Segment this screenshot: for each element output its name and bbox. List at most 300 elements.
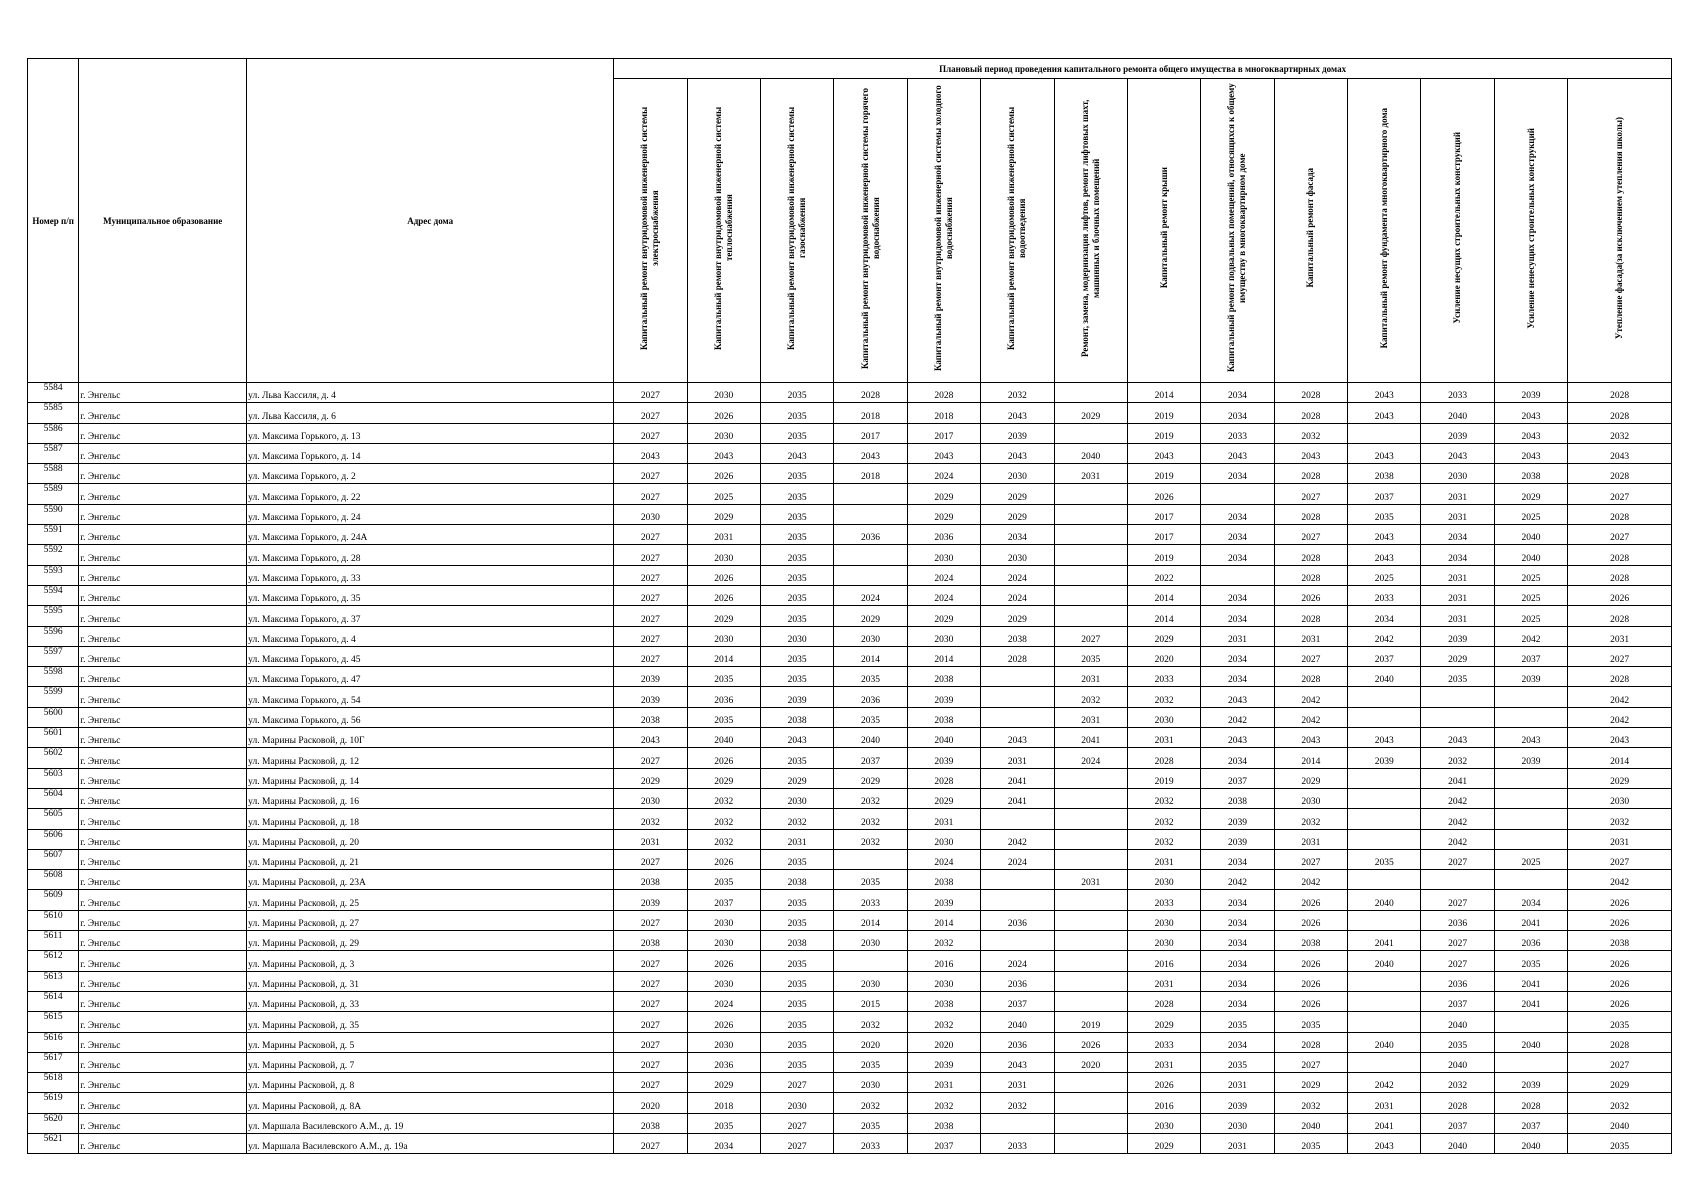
row-year-cell [1054,829,1127,849]
row-year-cell: 2039 [1494,1073,1567,1093]
row-year-cell: 2030 [1127,870,1200,890]
row-year-cell: 2026 [1274,951,1347,971]
row-year-cell [981,1113,1054,1133]
row-municipality: г. Энгельс [79,687,247,707]
row-year-cell: 2014 [907,910,980,930]
row-address: ул. Максима Горького, д. 56 [247,707,614,727]
row-year-cell: 2035 [1054,646,1127,666]
row-year-cell: 2030 [907,545,980,565]
row-year-cell: 2025 [1494,504,1567,524]
row-year-cell: 2031 [1127,728,1200,748]
row-year-cell: 2035 [834,707,907,727]
row-year-cell: 2038 [1201,788,1274,808]
row-year-cell: 2014 [1127,585,1200,605]
row-year-cell [1054,788,1127,808]
row-year-cell: 2029 [614,768,687,788]
row-year-cell: 2027 [614,1052,687,1072]
row-year-cell: 2035 [687,1113,760,1133]
row-municipality: г. Энгельс [79,565,247,585]
row-year-cell: 2032 [981,383,1054,403]
row-year-cell: 2037 [1494,646,1567,666]
row-year-cell: 2030 [907,626,980,646]
table-row [28,707,1672,727]
row-year-cell: 2036 [834,525,907,545]
row-year-cell: 2026 [1568,971,1672,991]
row-address: ул. Марины Расковой, д. 18 [247,809,614,829]
row-number: 5618 [28,1073,79,1093]
row-year-cell: 2036 [834,687,907,707]
row-year-cell: 2035 [687,667,760,687]
row-number: 5592 [28,545,79,565]
row-year-cell [1054,504,1127,524]
row-year-cell: 2027 [614,1133,687,1153]
row-year-cell: 2025 [1348,565,1421,585]
row-municipality: г. Энгельс [79,1052,247,1072]
table-row [28,728,1672,748]
header-work-label: Утепление фасада(за исключением утепления школы) [1614,116,1625,340]
row-number: 5589 [28,484,79,504]
row-year-cell: 2034 [687,1133,760,1153]
row-number: 5593 [28,565,79,585]
row-year-cell: 2014 [1274,748,1347,768]
row-year-cell: 2032 [1274,809,1347,829]
row-year-cell: 2019 [1127,545,1200,565]
row-year-cell: 2018 [687,1093,760,1113]
row-year-cell: 2025 [1494,849,1567,869]
row-year-cell: 2034 [1201,606,1274,626]
header-work-label: Усиление несущих строительных конструкций [1452,132,1463,324]
row-year-cell: 2029 [1274,768,1347,788]
row-year-cell: 2017 [907,423,980,443]
row-year-cell: 2032 [1274,423,1347,443]
row-address: ул. Максима Горького, д. 24А [247,525,614,545]
row-year-cell: 2035 [1274,1133,1347,1153]
row-year-cell: 2032 [834,809,907,829]
row-year-cell: 2031 [1568,626,1672,646]
header-address: Адрес дома [247,59,614,383]
row-year-cell: 2042 [1568,707,1672,727]
row-year-cell: 2024 [907,464,980,484]
row-year-cell: 2027 [614,626,687,646]
row-year-cell: 2041 [1494,971,1567,991]
row-address: ул. Марины Расковой, д. 33 [247,991,614,1011]
row-year-cell: 2026 [1568,910,1672,930]
row-year-cell: 2039 [1348,748,1421,768]
row-year-cell: 2026 [1568,585,1672,605]
row-year-cell: 2027 [1274,525,1347,545]
row-year-cell: 2029 [1494,484,1567,504]
row-year-cell: 2034 [1201,525,1274,545]
row-year-cell: 2032 [907,1012,980,1032]
table-row [28,849,1672,869]
row-year-cell: 2031 [760,829,833,849]
table-row [28,991,1672,1011]
row-year-cell: 2028 [1494,1093,1567,1113]
row-year-cell: 2019 [1127,423,1200,443]
row-year-cell: 2040 [1494,1133,1567,1153]
row-year-cell: 2019 [1054,1012,1127,1032]
row-year-cell: 2026 [687,951,760,971]
row-address: ул. Марины Расковой, д. 3 [247,951,614,971]
table-row [28,504,1672,524]
row-year-cell: 2032 [614,809,687,829]
row-year-cell: 2027 [614,383,687,403]
row-municipality: г. Энгельс [79,403,247,423]
row-year-cell: 2039 [614,890,687,910]
row-year-cell: 2043 [981,728,1054,748]
table-row [28,626,1672,646]
row-year-cell: 2038 [907,991,980,1011]
row-year-cell: 2035 [760,545,833,565]
row-year-cell: 2032 [1421,748,1494,768]
row-year-cell: 2036 [907,525,980,545]
row-municipality: г. Энгельс [79,768,247,788]
row-year-cell: 2040 [1348,667,1421,687]
row-year-cell [1054,931,1127,951]
row-year-cell: 2043 [834,443,907,463]
row-year-cell: 2031 [1421,484,1494,504]
row-year-cell: 2035 [760,585,833,605]
row-address: ул. Марины Расковой, д. 7 [247,1052,614,1072]
row-year-cell: 2030 [687,931,760,951]
row-year-cell: 2014 [834,646,907,666]
row-municipality: г. Энгельс [79,788,247,808]
row-year-cell: 2027 [614,545,687,565]
header-work-label: Капитальный ремонт внутридомовой инженерной системы теплоснабжения [712,106,734,350]
row-year-cell: 2038 [760,870,833,890]
row-year-cell: 2038 [1348,464,1421,484]
row-year-cell: 2027 [1568,1052,1672,1072]
row-year-cell: 2043 [760,443,833,463]
row-year-cell: 2028 [981,646,1054,666]
row-year-cell [1054,565,1127,585]
row-year-cell [834,849,907,869]
row-year-cell: 2031 [1421,585,1494,605]
row-year-cell: 2029 [1127,626,1200,646]
row-municipality: г. Энгельс [79,870,247,890]
row-year-cell: 2032 [907,1093,980,1113]
table-row [28,585,1672,605]
header-work-1 [614,79,687,383]
row-year-cell: 2029 [1127,1012,1200,1032]
row-year-cell [1348,809,1421,829]
row-year-cell: 2036 [981,1032,1054,1052]
row-year-cell: 2030 [1274,788,1347,808]
row-year-cell [1054,1073,1127,1093]
row-year-cell: 2032 [1127,809,1200,829]
table-row [28,464,1672,484]
row-address: ул. Максима Горького, д. 2 [247,464,614,484]
row-municipality: г. Энгельс [79,971,247,991]
row-address: ул. Марины Расковой, д. 27 [247,910,614,930]
row-year-cell: 2038 [1274,931,1347,951]
row-year-cell: 2035 [760,423,833,443]
row-year-cell: 2041 [1348,1113,1421,1133]
row-year-cell [1054,1113,1127,1133]
row-number: 5596 [28,626,79,646]
row-number: 5601 [28,728,79,748]
row-number: 5620 [28,1113,79,1133]
row-year-cell: 2039 [981,423,1054,443]
row-year-cell: 2032 [1421,1073,1494,1093]
row-year-cell: 2037 [834,748,907,768]
table-row [28,809,1672,829]
row-year-cell: 2027 [614,991,687,1011]
row-number: 5600 [28,707,79,727]
row-year-cell: 2036 [981,910,1054,930]
row-year-cell: 2032 [981,1093,1054,1113]
row-year-cell [981,667,1054,687]
row-year-cell: 2043 [1494,423,1567,443]
row-year-cell: 2038 [614,870,687,890]
row-municipality: г. Энгельс [79,951,247,971]
row-year-cell: 2038 [614,707,687,727]
row-year-cell: 2040 [907,728,980,748]
row-year-cell: 2043 [1201,443,1274,463]
row-year-cell: 2035 [760,1032,833,1052]
row-municipality: г. Энгельс [79,585,247,605]
row-year-cell: 2041 [1054,728,1127,748]
row-year-cell: 2038 [1568,931,1672,951]
row-year-cell [1348,423,1421,443]
row-number: 5590 [28,504,79,524]
row-address: ул. Максима Горького, д. 22 [247,484,614,504]
row-year-cell: 2015 [834,991,907,1011]
row-year-cell: 2043 [981,1052,1054,1072]
row-year-cell: 2034 [1201,1032,1274,1052]
row-year-cell: 2031 [614,829,687,849]
row-year-cell: 2028 [1568,565,1672,585]
row-year-cell: 2028 [1127,748,1200,768]
row-year-cell [1348,991,1421,1011]
document-page [27,58,1672,1154]
row-year-cell: 2033 [1127,1032,1200,1052]
row-year-cell: 2032 [687,829,760,849]
row-year-cell: 2024 [981,849,1054,869]
row-year-cell: 2030 [614,788,687,808]
row-year-cell: 2043 [1494,403,1567,423]
row-year-cell: 2027 [614,1032,687,1052]
row-year-cell: 2029 [981,484,1054,504]
row-year-cell: 2035 [760,383,833,403]
row-number: 5606 [28,829,79,849]
row-year-cell: 2030 [981,545,1054,565]
row-year-cell: 2024 [981,565,1054,585]
row-year-cell: 2035 [760,971,833,991]
row-year-cell: 2019 [1127,403,1200,423]
row-year-cell: 2014 [687,646,760,666]
row-year-cell: 2034 [1201,403,1274,423]
row-year-cell: 2028 [1274,606,1347,626]
row-year-cell [1348,910,1421,930]
row-year-cell [1054,606,1127,626]
row-year-cell [1348,687,1421,707]
row-year-cell: 2022 [1127,565,1200,585]
row-year-cell: 2030 [1201,1113,1274,1133]
header-work-2 [687,79,760,383]
row-year-cell: 2026 [687,849,760,869]
row-year-cell: 2035 [760,890,833,910]
row-municipality: г. Энгельс [79,1073,247,1093]
row-year-cell: 2030 [981,464,1054,484]
table-row [28,383,1672,403]
row-year-cell: 2030 [1127,707,1200,727]
row-year-cell: 2026 [1274,991,1347,1011]
row-year-cell [1054,1133,1127,1153]
row-year-cell: 2026 [687,565,760,585]
row-year-cell: 2034 [1201,504,1274,524]
row-year-cell: 2040 [834,728,907,748]
row-year-cell: 2034 [1201,383,1274,403]
row-year-cell: 2037 [1421,991,1494,1011]
row-year-cell: 2029 [1421,646,1494,666]
row-year-cell: 2031 [1054,707,1127,727]
row-year-cell [1054,809,1127,829]
table-row [28,687,1672,707]
header-work-label: Капитальный ремонт внутридомовой инженерной системы холодного водоснабжения [932,85,954,371]
row-year-cell [1348,1012,1421,1032]
row-year-cell: 2035 [760,403,833,423]
row-year-cell: 2027 [614,565,687,585]
header-work-7 [1054,79,1127,383]
row-year-cell: 2020 [834,1032,907,1052]
table-row [28,423,1672,443]
header-work-label: Ремонт, замена, модернизация лифтов, ремонт лифтовых шахт, машинных и блочных помещений [1079,99,1101,357]
table-row [28,1093,1672,1113]
row-number: 5619 [28,1093,79,1113]
row-year-cell: 2031 [1127,1052,1200,1072]
row-year-cell: 2028 [1274,464,1347,484]
row-year-cell: 2032 [834,1093,907,1113]
row-year-cell: 2041 [1494,991,1567,1011]
row-year-cell: 2039 [1201,809,1274,829]
row-address: ул. Марины Расковой, д. 20 [247,829,614,849]
row-municipality: г. Энгельс [79,646,247,666]
row-address: ул. Марины Расковой, д. 25 [247,890,614,910]
row-year-cell: 2024 [981,951,1054,971]
header-work-label: Капитальный ремонт внутридомовой инженерной системы водоотведения [1006,106,1028,350]
row-year-cell: 2027 [614,464,687,484]
row-year-cell: 2026 [687,585,760,605]
row-year-cell: 2033 [834,1133,907,1153]
row-year-cell: 2032 [907,931,980,951]
header-work-label: Капитальный ремонт внутридомовой инженерной системы горячего водоснабжения [859,87,881,369]
row-year-cell: 2035 [1201,1012,1274,1032]
row-year-cell: 2042 [1201,707,1274,727]
row-year-cell [1348,829,1421,849]
row-address: ул. Льва Кассиля, д. 4 [247,383,614,403]
row-year-cell: 2027 [1274,484,1347,504]
row-year-cell: 2017 [834,423,907,443]
header-work-label: Капитальный ремонт фасада [1305,168,1316,288]
row-year-cell: 2027 [614,484,687,504]
row-number: 5621 [28,1133,79,1153]
row-year-cell: 2028 [1421,1093,1494,1113]
row-year-cell: 2041 [981,788,1054,808]
row-year-cell [981,687,1054,707]
row-year-cell: 2040 [1494,525,1567,545]
row-year-cell: 2031 [981,748,1054,768]
row-year-cell: 2026 [1568,951,1672,971]
row-number: 5611 [28,931,79,951]
row-year-cell: 2034 [1201,667,1274,687]
row-year-cell: 2031 [1054,464,1127,484]
row-year-cell: 2030 [834,931,907,951]
row-address: ул. Максима Горького, д. 47 [247,667,614,687]
row-year-cell [834,484,907,504]
row-year-cell: 2042 [1568,870,1672,890]
row-year-cell: 2027 [614,585,687,605]
row-year-cell: 2030 [687,1032,760,1052]
header-work-13 [1494,79,1567,383]
row-year-cell: 2038 [760,707,833,727]
row-year-cell: 2031 [1274,829,1347,849]
row-year-cell: 2035 [1421,1032,1494,1052]
header-work-14 [1568,79,1672,383]
row-year-cell: 2014 [834,910,907,930]
row-year-cell: 2043 [1568,728,1672,748]
row-year-cell: 2038 [907,667,980,687]
row-year-cell [1494,687,1567,707]
row-year-cell: 2028 [1274,545,1347,565]
row-year-cell: 2019 [1127,768,1200,788]
table-row [28,910,1672,930]
table-row [28,525,1672,545]
row-number: 5607 [28,849,79,869]
row-year-cell: 2027 [1568,849,1672,869]
row-year-cell: 2034 [1201,971,1274,991]
row-year-cell: 2014 [1127,383,1200,403]
row-year-cell: 2033 [981,1133,1054,1153]
row-year-cell: 2030 [1127,1113,1200,1133]
header-work-12 [1421,79,1494,383]
row-year-cell: 2040 [1274,1113,1347,1133]
row-year-cell [1054,991,1127,1011]
row-year-cell: 2035 [760,910,833,930]
table-row [28,870,1672,890]
row-year-cell [1054,545,1127,565]
row-year-cell: 2042 [1348,1073,1421,1093]
row-year-cell: 2035 [760,951,833,971]
row-year-cell: 2028 [907,768,980,788]
header-work-label: Капитальный ремонт фундамента многоквартирного дома [1378,107,1389,349]
row-address: ул. Максима Горького, д. 4 [247,626,614,646]
row-year-cell: 2032 [760,809,833,829]
row-year-cell: 2030 [687,423,760,443]
row-year-cell: 2024 [907,849,980,869]
row-year-cell: 2036 [687,1052,760,1072]
row-year-cell: 2029 [981,606,1054,626]
row-number: 5597 [28,646,79,666]
row-year-cell [1421,870,1494,890]
row-year-cell: 2016 [1127,1093,1200,1113]
row-year-cell [981,870,1054,890]
row-address: ул. Марины Расковой, д. 8А [247,1093,614,1113]
row-year-cell: 2029 [834,768,907,788]
row-year-cell [1054,849,1127,869]
row-year-cell: 2039 [1201,1093,1274,1113]
table-row [28,1052,1672,1072]
row-year-cell: 2026 [1054,1032,1127,1052]
row-year-cell: 2038 [1494,464,1567,484]
row-year-cell: 2035 [1568,1012,1672,1032]
header-group: Плановый период проведения капитального ремонта общего имущества в многоквартирных домах [614,59,1672,79]
row-year-cell: 2025 [1494,606,1567,626]
row-year-cell: 2035 [760,748,833,768]
row-year-cell: 2031 [1127,849,1200,869]
row-number: 5617 [28,1052,79,1072]
row-address: ул. Максима Горького, д. 24 [247,504,614,524]
